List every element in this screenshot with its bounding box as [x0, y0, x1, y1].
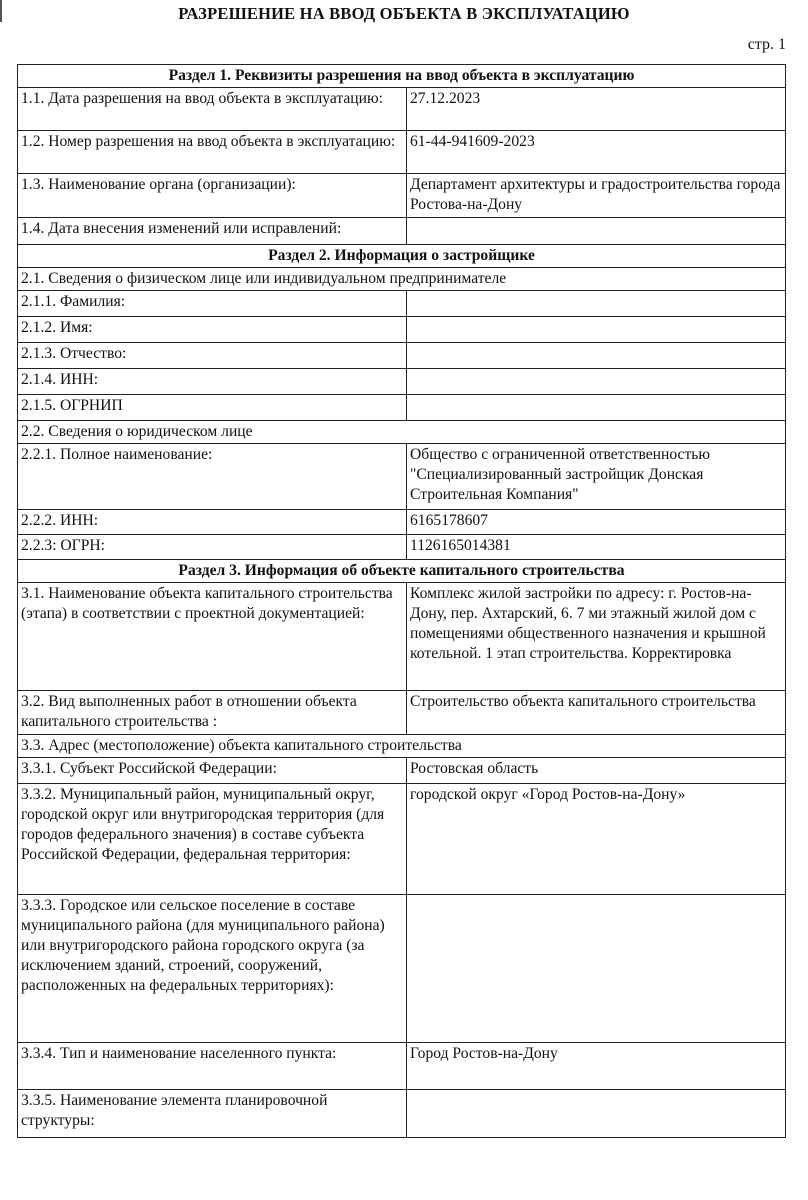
permit-number-value: 61-44-941609-2023 [407, 131, 786, 174]
table-row [18, 218, 786, 245]
change-date-value [407, 218, 786, 245]
patronymic-value [407, 343, 786, 369]
field-label: 3.2. Вид выполненных работ в отношении объекта капитального строительства : [18, 691, 407, 735]
table-row [18, 535, 786, 560]
permit-form-table [17, 64, 786, 1138]
first-name-value [407, 317, 786, 343]
table-row [18, 131, 786, 174]
field-label: 2.1.4. ИНН: [18, 369, 407, 395]
table-row [18, 268, 786, 291]
table-row [18, 343, 786, 369]
field-label: 3.1. Наименование объекта капитального строительства (этапа) в соответствии с проектной документацией: [18, 583, 407, 691]
table-row [18, 583, 786, 691]
section-2-header-row [18, 245, 786, 268]
field-label: 2.1.3. Отчество: [18, 343, 407, 369]
field-label: 2.2.3: ОГРН: [18, 535, 407, 560]
field-label: 1.2. Номер разрешения на ввод объекта в эксплуатацию: [18, 131, 407, 174]
field-label: 3.3.3. Городское или сельское поселение в составе муниципального района (для муниципального района) или внутригородского района городского округа (за исключением зданий, строений, сооружений, расположенных на федеральных территориях): [18, 895, 407, 1043]
address-subheading: 3.3. Адрес (местоположение) объекта капитального строительства [18, 735, 786, 758]
page-number: стр. 1 [747, 36, 786, 53]
table-row [18, 174, 786, 218]
permit-date-value: 27.12.2023 [407, 88, 786, 131]
surname-value [407, 291, 786, 317]
document-title: РАЗРЕШЕНИЕ НА ВВОД ОБЪЕКТА В ЭКСПЛУАТАЦИЮ [178, 4, 630, 23]
field-label: 3.3.5. Наименование элемента планировочной структуры: [18, 1090, 407, 1138]
table-row [18, 395, 786, 421]
field-label: 1.1. Дата разрешения на ввод объекта в эксплуатацию: [18, 88, 407, 131]
field-label: 1.4. Дата внесения изменений или исправлений: [18, 218, 407, 245]
table-row [18, 421, 786, 444]
company-ogrn-value: 1126165014381 [407, 535, 786, 560]
field-label: 1.3. Наименование органа (организации): [18, 174, 407, 218]
table-row [18, 735, 786, 758]
table-row [18, 88, 786, 131]
table-row [18, 1090, 786, 1138]
field-label: 2.1.5. ОГРНИП [18, 395, 407, 421]
table-row [18, 444, 786, 510]
table-row [18, 369, 786, 395]
section-1-heading: Раздел 1. Реквизиты разрешения на ввод объекта в эксплуатацию [18, 65, 786, 88]
company-full-name-value: Общество с ограниченной ответственностью "Специализированный застройщик Донская Строительная Компания" [407, 444, 786, 510]
ogrnip-value [407, 395, 786, 421]
table-row [18, 291, 786, 317]
section-3-header-row [18, 560, 786, 583]
field-label: 3.3.4. Тип и наименование населенного пункта: [18, 1043, 407, 1090]
locality-value: Город Ростов-на-Дону [407, 1043, 786, 1090]
field-label: 3.3.1. Субъект Российской Федерации: [18, 758, 407, 784]
planning-element-value [407, 1090, 786, 1138]
table-row [18, 784, 786, 895]
field-label: 2.2.2. ИНН: [18, 510, 407, 535]
table-row [18, 691, 786, 735]
federal-subject-value: Ростовская область [407, 758, 786, 784]
table-row [18, 317, 786, 343]
object-name-value: Комплекс жилой застройки по адресу: г. Ростов-на-Дону, пер. Ахтарский, 6. 7 ми этажный жилой дом с помещениями общественного назначения и крышной котельной. 1 этап строительства. Корректировка [407, 583, 786, 691]
field-label: 2.1.1. Фамилия: [18, 291, 407, 317]
municipal-district-value: городской округ «Город Ростов-на-Дону» [407, 784, 786, 895]
field-label: 2.1.2. Имя: [18, 317, 407, 343]
section-3-heading: Раздел 3. Информация об объекте капитального строительства [18, 560, 786, 583]
table-row [18, 895, 786, 1043]
section-1-header-row [18, 65, 786, 88]
table-row [18, 758, 786, 784]
table-row [18, 1043, 786, 1090]
field-label: 2.2.1. Полное наименование: [18, 444, 407, 510]
section-2-heading: Раздел 2. Информация о застройщике [18, 245, 786, 268]
individual-subheading: 2.1. Сведения о физическом лице или индивидуальном предпринимателе [18, 268, 786, 291]
settlement-value [407, 895, 786, 1043]
legal-entity-subheading: 2.2. Сведения о юридическом лице [18, 421, 786, 444]
field-label: 3.3.2. Муниципальный район, муниципальный округ, городской округ или внутригородская территория (для городов федерального значения) в составе субъекта Российской Федерации, федеральная территория: [18, 784, 407, 895]
table-row [18, 510, 786, 535]
individual-inn-value [407, 369, 786, 395]
issuing-authority-value: Департамент архитектуры и градостроительства города Ростова-на-Дону [407, 174, 786, 218]
work-type-value: Строительство объекта капитального строительства [407, 691, 786, 735]
company-inn-value: 6165178607 [407, 510, 786, 535]
